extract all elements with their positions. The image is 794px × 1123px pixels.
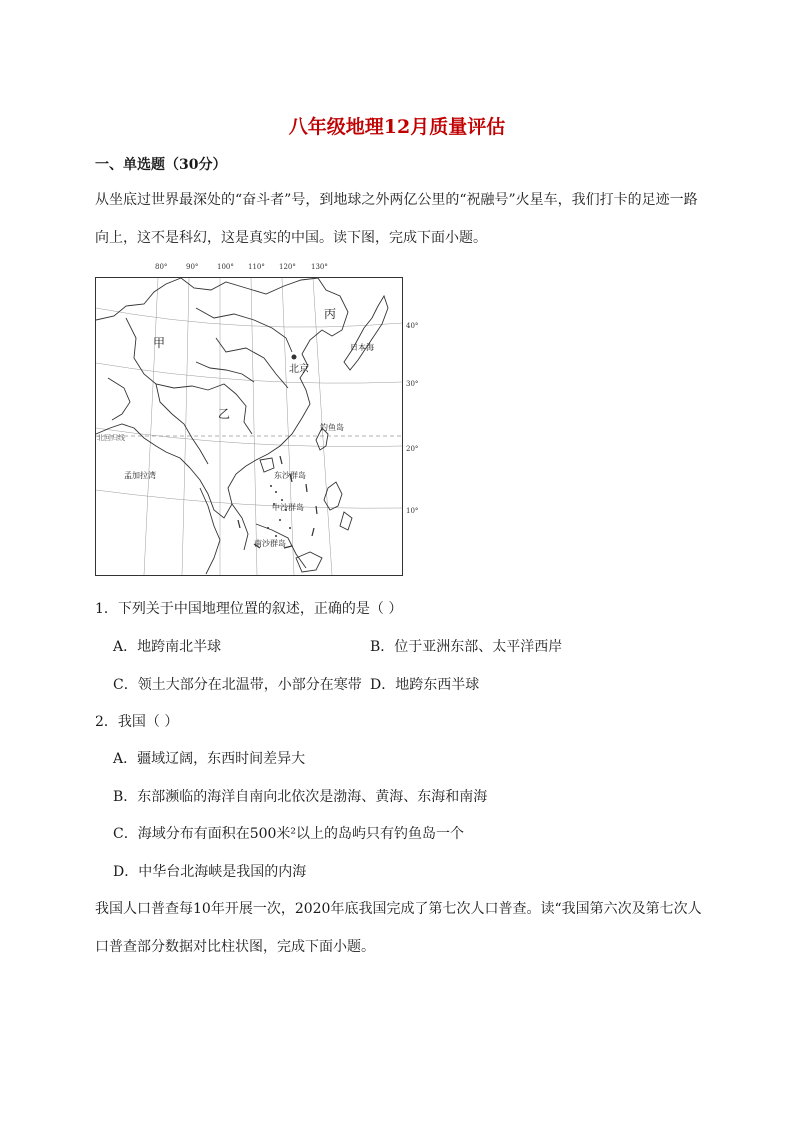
lon-label-110: 110° bbox=[248, 263, 265, 271]
lon-label-100: 100° bbox=[217, 263, 234, 271]
q1-option-d: D．地跨东西半球 bbox=[370, 677, 480, 693]
map-label-dongsha: 东沙群岛 bbox=[274, 471, 306, 480]
section-heading: 一、单选题（30分） bbox=[95, 157, 227, 173]
map-label-zhongsha: 中沙群岛 bbox=[272, 503, 304, 512]
lon-label-130: 130° bbox=[311, 263, 328, 271]
question-1-stem: 1．下列关于中国地理位置的叙述，正确的是（ ） bbox=[95, 601, 403, 617]
lon-label-90: 90° bbox=[186, 263, 199, 271]
beijing-marker bbox=[292, 355, 297, 360]
lat-label-10: 10° bbox=[406, 507, 419, 515]
q1-option-a: A．地跨南北半球 bbox=[113, 639, 222, 655]
q1-option-c: C．领土大部分在北温带，小部分在寒带 bbox=[113, 677, 362, 693]
lat-label-30: 30° bbox=[406, 380, 419, 388]
outro-line-2: 口普查部分数据对比柱状图，完成下面小题。 bbox=[95, 939, 375, 955]
map-label-tropic: 北回归线 bbox=[97, 434, 125, 442]
map-borders bbox=[96, 278, 348, 574]
lat-label-40: 40° bbox=[406, 322, 419, 330]
lat-label-20: 20° bbox=[406, 445, 419, 453]
intro-paragraph bbox=[95, 181, 715, 257]
q1-option-b: B．位于亚洲东部、太平洋西岸 bbox=[370, 639, 563, 655]
map-label-japan-sea: 日本海 bbox=[350, 343, 374, 352]
page-title: 八年级地理12月质量评估 bbox=[288, 116, 506, 138]
intro-line-1: 从坐底过世界最深处的“奋斗者”号，到地球之外两亿公里的“祝融号”火星车，我们打卡的足迹一路 bbox=[95, 192, 698, 208]
map-label-bengal: 孟加拉湾 bbox=[124, 471, 156, 480]
map-label-nansha: 南沙群岛 bbox=[254, 539, 286, 548]
map-graticule bbox=[96, 278, 402, 575]
map-drawing bbox=[96, 278, 402, 575]
q2-option-b: B．东部濒临的海洋自南向北依次是渤海、黄海、东海和南海 bbox=[113, 789, 488, 805]
map-label-jia: 甲 bbox=[153, 336, 166, 350]
question-2-stem: 2．我国（ ） bbox=[95, 714, 179, 730]
intro-line-2: 向上，这不是科幻，这是真实的中国。读下图，完成下面小题。 bbox=[95, 230, 487, 246]
lon-label-80: 80° bbox=[155, 263, 168, 271]
map-label-beijing: 北京 bbox=[289, 364, 309, 375]
map-label-bing: 丙 bbox=[324, 307, 337, 321]
q2-option-c: C．海域分布有面积在500米²以上的岛屿只有钓鱼岛一个 bbox=[113, 826, 465, 842]
china-location-map bbox=[95, 277, 403, 576]
q2-option-a: A．疆域辽阔，东西时间差异大 bbox=[113, 751, 306, 767]
map-label-yi: 乙 bbox=[218, 407, 231, 421]
map-islands bbox=[260, 296, 388, 572]
outro-paragraph bbox=[95, 890, 715, 966]
map-label-diaoyu: 钓鱼岛 bbox=[320, 423, 344, 432]
q2-option-d: D．中华台北海峡是我国的内海 bbox=[113, 864, 307, 880]
outro-line-1: 我国人口普查每10年开展一次，2020年底我国完成了第七次人口普查。读“我国第六次及第七次人 bbox=[95, 901, 702, 917]
lon-label-120: 120° bbox=[279, 263, 296, 271]
